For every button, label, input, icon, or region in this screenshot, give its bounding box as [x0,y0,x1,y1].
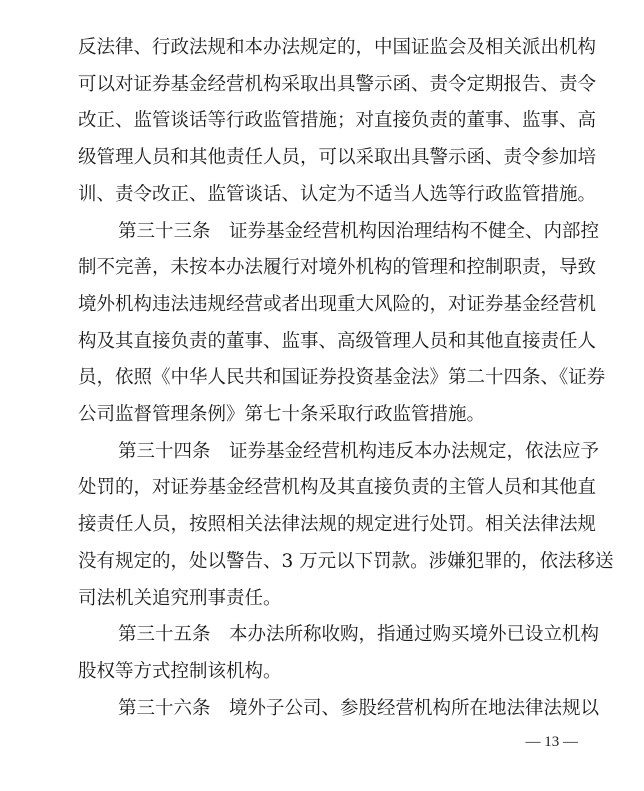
article-33-heading-line: 第三十三条 证券基金经营机构因治理结构不健全、内部控 [118,221,600,242]
text-line: 接责任人员，按照相关法律法规的规定进行处罚。相关法律法规 [78,514,597,535]
text-line: 员，依照《中华人民共和国证券投资基金法》第二十四条、《证券 [78,367,606,388]
text-line: 改正、监管谈话等行政监管措施；对直接负责的董事、监事、高 [78,110,597,131]
article-35-heading-line: 第三十五条 本办法所称收购，指通过购买境外已设立机构 [118,624,600,645]
article-36-heading-line: 第三十六条 境外子公司、参股经营机构所在地法律法规以 [118,698,600,719]
article-34-heading-line: 第三十四条 证券基金经营机构违反本办法规定，依法应予 [118,441,600,462]
page-number: — 13 — [525,734,578,750]
text-line: 构及其直接负责的董事、监事、高级管理人员和其他直接责任人 [78,331,597,352]
text-line: 股权等方式控制该机构。 [78,661,282,682]
text-line: 司法机关追究刑事责任。 [78,588,282,609]
text-line: 级管理人员和其他责任人员，可以采取出具警示函、责令参加培 [78,147,597,168]
text-line: 制不完善，未按本办法履行对境外机构的管理和控制职责，导致 [78,257,597,278]
text-line: 境外机构违法违规经营或者出现重大风险的，对证券基金经营机 [78,294,597,315]
text-line: 训、责令改正、监管谈话、认定为不适当人选等行政监管措施。 [78,184,597,205]
text-line: 公司监督管理条例》第七十条采取行政监管措施。 [78,404,486,425]
text-line: 处罚的，对证券基金经营机构及其直接负责的主管人员和其他直 [78,477,597,498]
text-line: 反法律、行政法规和本办法规定的，中国证监会及相关派出机构 [78,37,597,58]
text-line: 没有规定的，处以警告、3 万元以下罚款。涉嫌犯罪的，依法移送 [78,551,614,572]
text-line: 可以对证券基金经营机构采取出具警示函、责令定期报告、责令 [78,74,597,95]
